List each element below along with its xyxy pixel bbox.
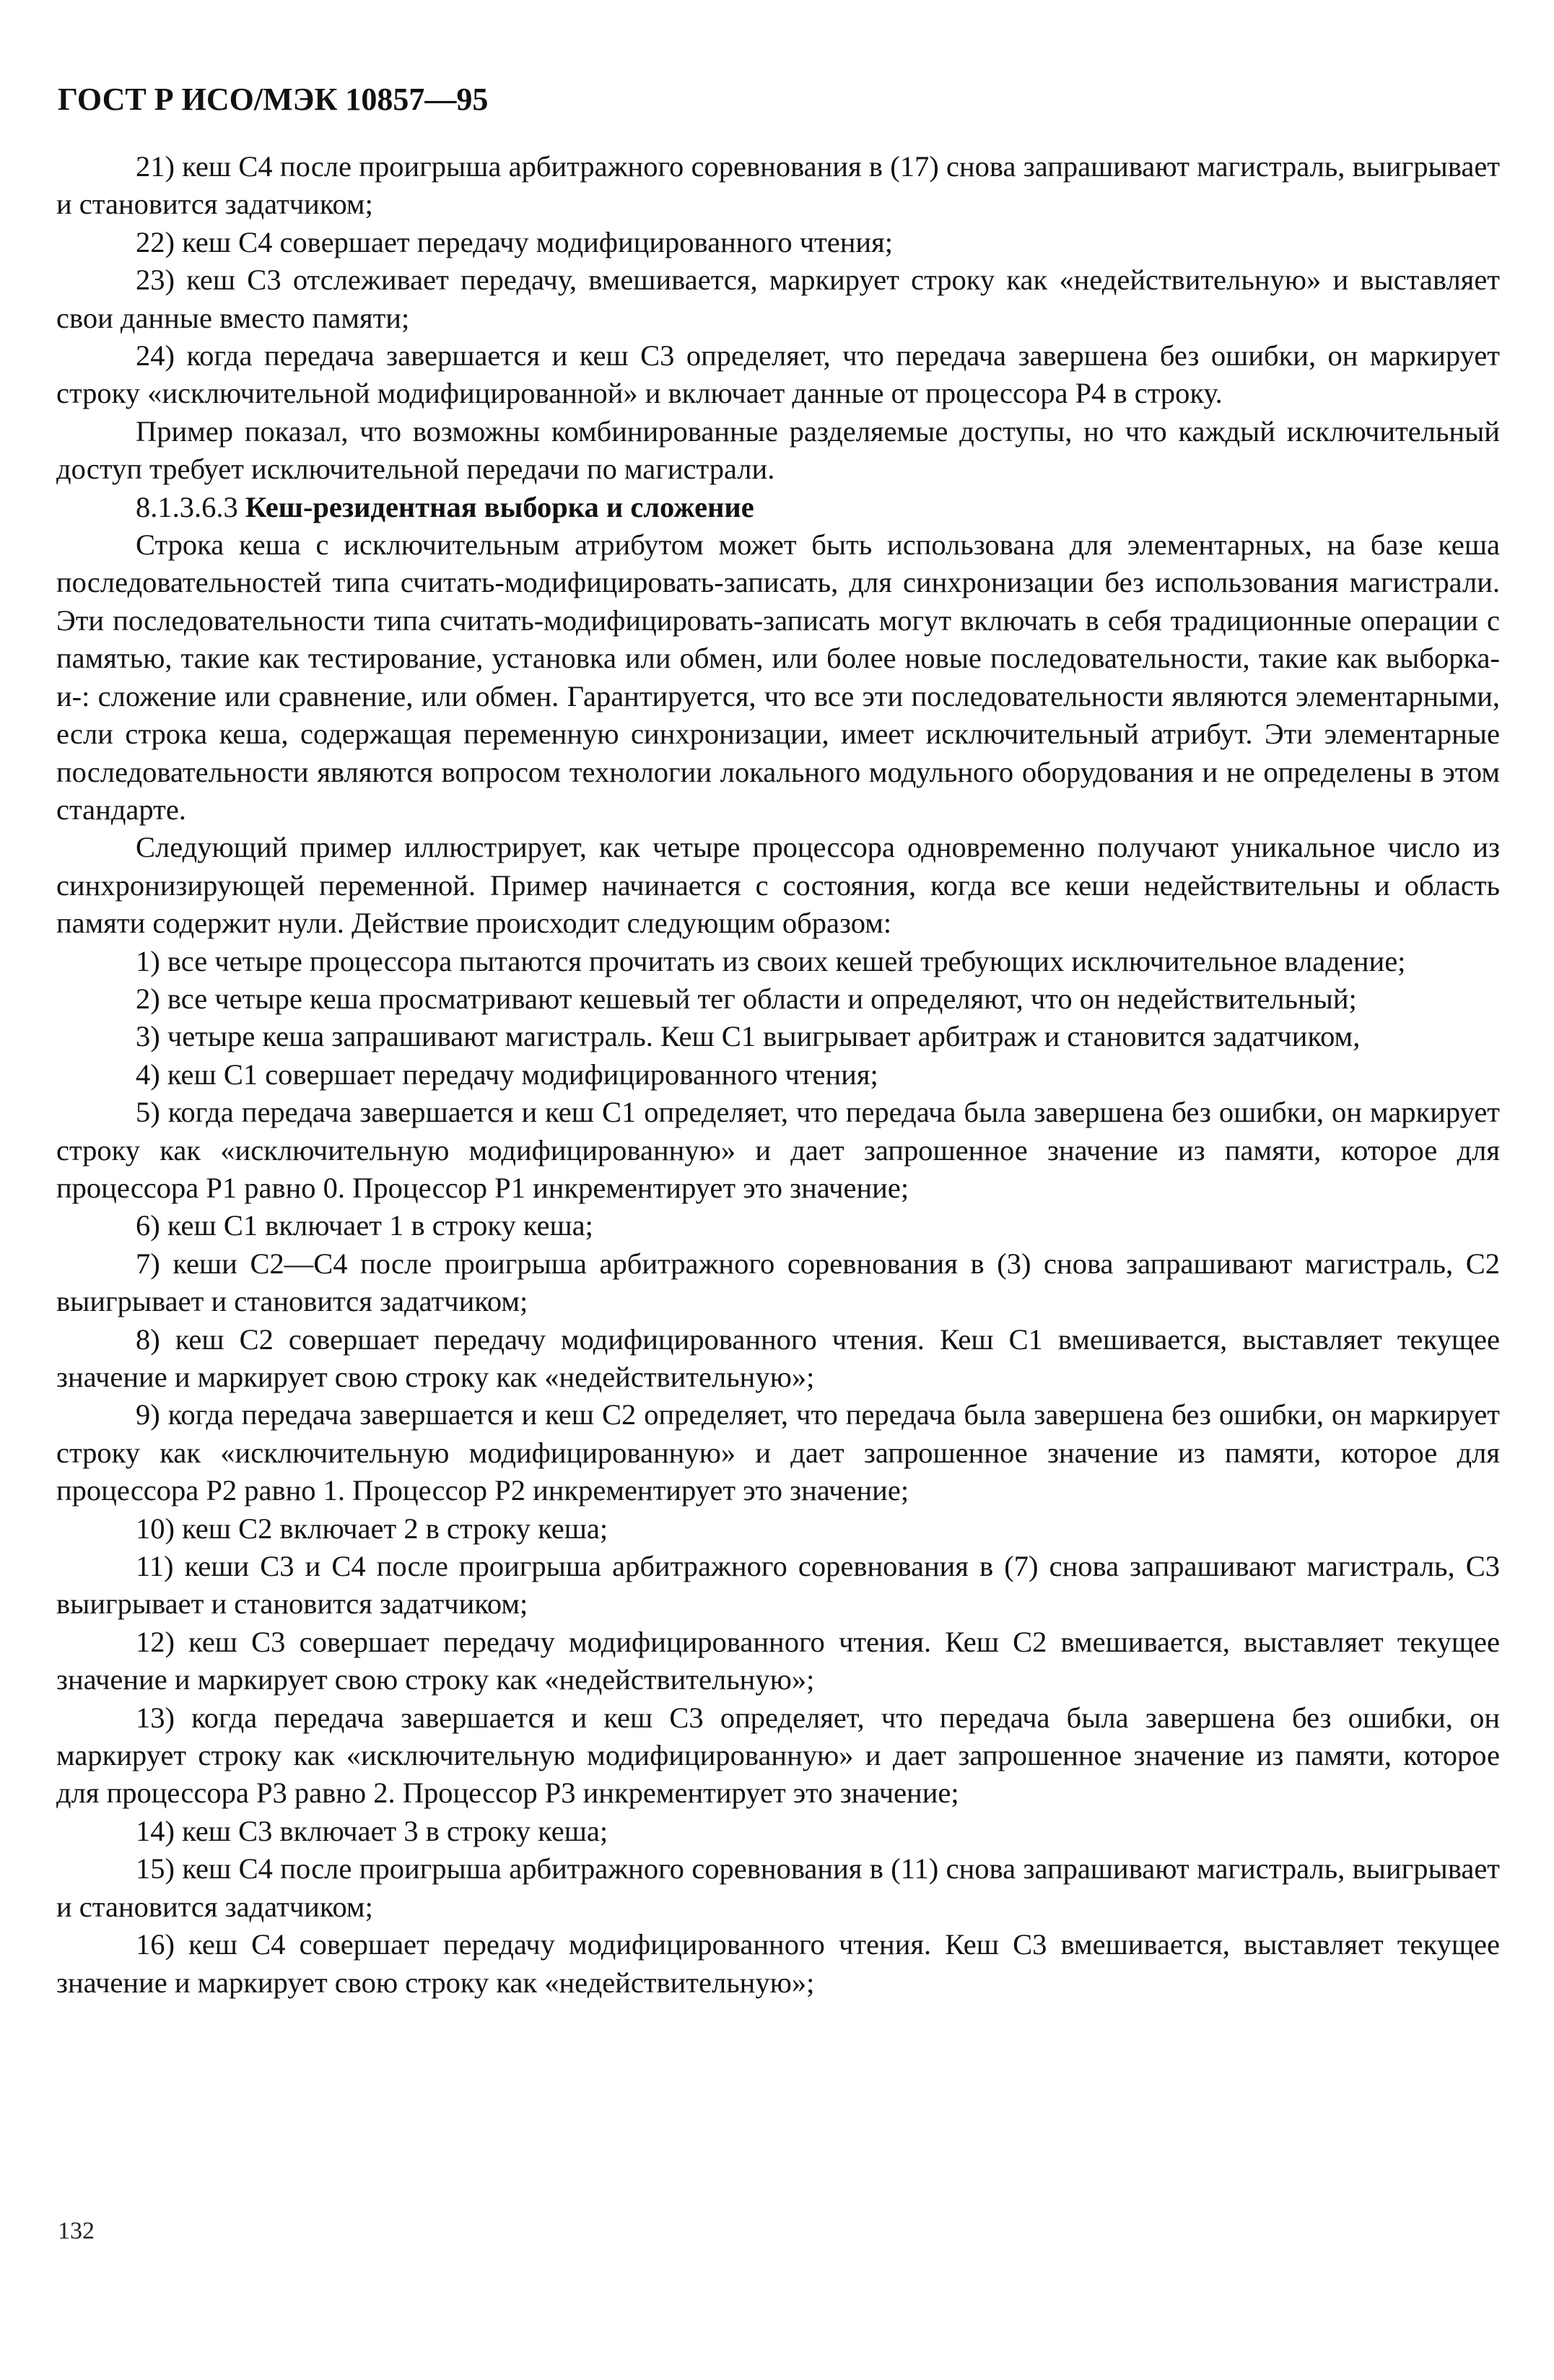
paragraph-top-5: Пример показал, что возможны комбинированные разделяемые доступы, но что каждый исключительный доступ требует исключительной передачи по магистрали. [56, 414, 1500, 486]
list-item-6: 6) кеш С1 включает 1 в строку кеша; [136, 1209, 593, 1242]
paragraph-top-1: 21) кеш С4 после проигрыша арбитражного соревнования в (17) снова запрашивают магистраль, выигрывает и становится задатчиком; [56, 150, 1500, 221]
list-item-15: 15) кеш С4 после проигрыша арбитражного соревнования в (11) снова запрашивают магистраль, выигрывает и становится задатчиком; [56, 1852, 1500, 1923]
document-header: ГОСТ Р ИСО/МЭК 10857—95 [58, 82, 489, 117]
section-number: 8.1.3.6.3 [136, 490, 238, 523]
list-item-1: 1) все четыре процессора пытаются прочитать из своих кешей требующих исключительное владение; [136, 944, 1406, 977]
list-item-13: 13) когда передача завершается и кеш С3 определяет, что передача была завершена без ошибки, он маркирует строку как «исключительную модифицированную» и дает запрошенное значение из памяти, которое для процессора Р3 равно 2. Процессор Р3 инкрементирует это значение; [56, 1701, 1500, 1810]
list-item-3: 3) четыре кеша запрашивают магистраль. Кеш С1 выигрывает арбитраж и становится задатчиком, [136, 1020, 1361, 1053]
list-item-10: 10) кеш С2 включает 2 в строку кеша; [136, 1512, 608, 1545]
list-item-7: 7) кеши С2—С4 после проигрыша арбитражного соревнования в (3) снова запрашивают магистраль, С2 выигрывает и становится задатчиком; [56, 1247, 1500, 1318]
paragraph-top-2: 22) кеш С4 совершает передачу модифицированного чтения; [136, 225, 893, 258]
list-item-14: 14) кеш С3 включает 3 в строку кеша; [136, 1814, 608, 1847]
list-item-9: 9) когда передача завершается и кеш С2 определяет, что передача была завершена без ошибки, он маркирует строку как «исключительную модифицированную» и дает запрошенное значение из памяти, которое для процессора Р2 равно 1. Процессор Р2 инкрементирует это значение; [56, 1398, 1500, 1507]
section-title: Кеш-резидентная выборка и сложение [245, 490, 754, 523]
list-item-16: 16) кеш С4 совершает передачу модифицированного чтения. Кеш С3 вмешивается, выставляет текущее значение и маркирует свою строку как «недействительную»; [56, 1928, 1500, 1999]
list-item-12: 12) кеш С3 совершает передачу модифицированного чтения. Кеш С2 вмешивается, выставляет текущее значение и маркирует свою строку как «недействительную»; [56, 1625, 1500, 1696]
paragraph-1: Строка кеша с исключительным атрибутом может быть использована для элементарных, на базе кеша последовательностей типа считать-модифицировать-записать, для синхронизации без использования магистрали. Эти последовательности типа считать-модифицировать-записать могут включать в себя традиционные операции с памятью, такие как тестирование, установка или обмен, или более новые последовательности, такие как выборка-и-: сложение или сравнение, или обмен. Гарантируется, что все эти последовательности являются элементарными, если строка кеша, содержащая переменную синхронизации, имеет исключительный атрибут. Эти элементарные последовательности являются вопросом технологии локального модульного оборудования и не определены в этом стандарте. [56, 528, 1500, 826]
paragraph-top-3: 23) кеш С3 отслеживает передачу, вмешивается, маркирует строку как «недействительную» и выставляет свои данные вместо памяти; [56, 263, 1500, 334]
list-item-8: 8) кеш С2 совершает передачу модифицированного чтения. Кеш С1 вмешивается, выставляет текущее значение и маркирует свою строку как «недействительную»; [56, 1322, 1500, 1393]
list-item-4: 4) кеш С1 совершает передачу модифицированного чтения; [136, 1058, 878, 1091]
paragraph-2: Следующий пример иллюстрирует, как четыре процессора одновременно получают уникальное число из синхронизирующей переменной. Пример начинается с состояния, когда все кеши недействительны и область памяти содержит нули. Действие происходит следующим образом: [56, 831, 1500, 940]
paragraph-top-4: 24) когда передача завершается и кеш С3 определяет, что передача завершена без ошибки, он маркирует строку «исключительной модифицированной» и включает данные от процессора Р4 в строку. [56, 339, 1500, 410]
page-number: 132 [58, 2218, 95, 2244]
list-item-11: 11) кеши С3 и С4 после проигрыша арбитражного соревнования в (7) снова запрашивают магистраль, С3 выигрывает и становится задатчиком; [56, 1550, 1500, 1621]
list-item-2: 2) все четыре кеша просматривают кешевый тег области и определяют, что он недействительный; [136, 982, 1357, 1015]
document-body [56, 148, 1500, 2002]
list-item-5: 5) когда передача завершается и кеш С1 определяет, что передача была завершена без ошибки, он маркирует строку как «исключительную модифицированную» и дает запрошенное значение из памяти, которое для процессора Р1 равно 0. Процессор Р1 инкрементирует это значение; [56, 1096, 1500, 1204]
section-heading [56, 489, 1500, 526]
